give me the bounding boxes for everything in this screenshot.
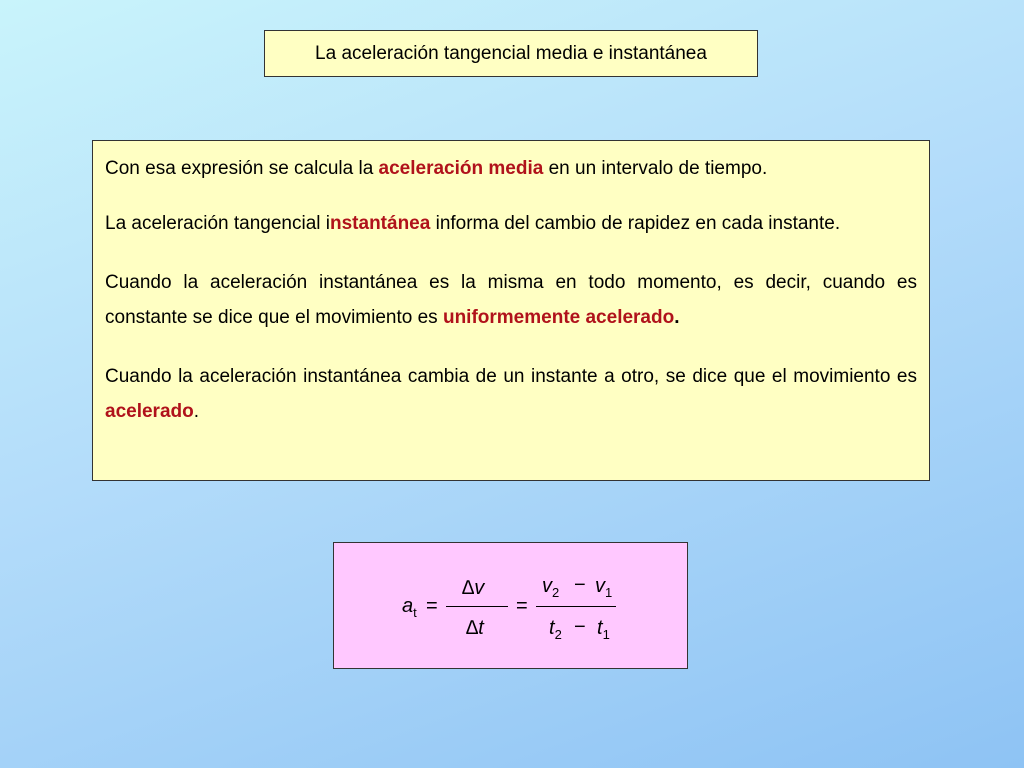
formula-t1-sub: 1 [602, 627, 610, 642]
p4-highlight: acelerado [105, 401, 194, 422]
explanation-box [92, 140, 930, 481]
slide-title [264, 30, 758, 77]
p1-highlight: aceleración media [378, 158, 544, 179]
paragraph-instantaneous-acceleration [105, 206, 917, 241]
formula-equals-1: = [426, 595, 438, 617]
paragraph-average-acceleration [105, 151, 917, 186]
formula-v1-sub: 1 [605, 585, 613, 600]
formula-t2-letter: t [549, 617, 555, 639]
formula-a: a [402, 595, 414, 617]
formula-minus-bottom: − [574, 616, 586, 638]
p4-text-end: . [193, 401, 200, 422]
formula-t1-letter: t [597, 617, 603, 639]
formula-v1-letter: v [595, 575, 605, 597]
paragraph-accelerated-motion [105, 359, 917, 429]
formula-delta-t: ∆t [466, 617, 484, 639]
formula-v2 [542, 575, 559, 600]
formula-t2-sub: 2 [554, 627, 562, 642]
p4-text-start: Cuando la aceleración instantánea cambia de un instante a otro, se dice que el movimiento es [105, 366, 917, 387]
formula-a-sub: t [413, 605, 417, 620]
formula-v2-sub: 2 [552, 585, 560, 600]
formula-t2 [549, 617, 562, 642]
formula-delta-v: ∆v [462, 577, 485, 599]
formula-v2-letter: v [542, 575, 552, 597]
formula-t1 [597, 617, 610, 642]
formula-equals-2: = [516, 595, 528, 617]
formula-minus-top: − [574, 574, 586, 596]
formula-box [333, 542, 688, 669]
p3-highlight: uniformemente acelerado [442, 307, 675, 328]
formula-v1 [595, 575, 612, 600]
p2-text-start: La aceleración tangencial i [105, 213, 330, 234]
fraction-bar-1 [446, 606, 508, 607]
fraction-bar-2 [536, 606, 616, 607]
p2-highlight: nstantánea [330, 213, 431, 234]
p3-text-start: Cuando la aceleración instantánea es la misma en todo momento, es decir, cuando es constante se dice que el movimiento es [105, 272, 917, 328]
p3-text-end: . [674, 307, 680, 328]
p1-text-start: Con esa expresión se calcula la [105, 158, 379, 179]
paragraph-uniform-acceleration [105, 265, 917, 335]
p2-text-end: informa del cambio de rapidez en cada instante. [430, 213, 841, 234]
p1-text-end: en un intervalo de tiempo. [543, 158, 768, 179]
formula-lhs [402, 595, 417, 620]
slide-title-text: La aceleración tangencial media e instantánea [315, 42, 707, 64]
